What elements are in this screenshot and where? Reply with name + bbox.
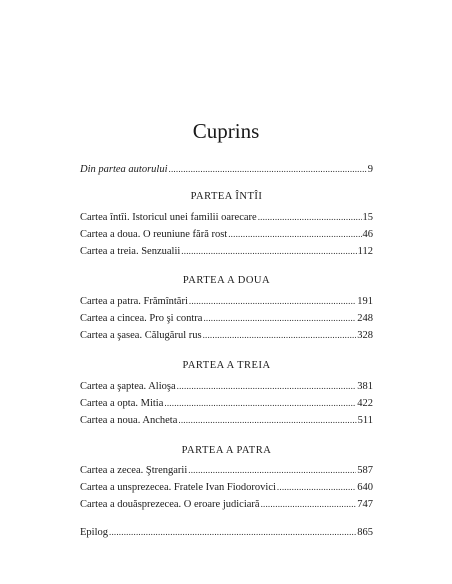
part-heading-1: PARTEA ÎNTÎI [190, 191, 263, 202]
dot-leader [178, 414, 356, 427]
toc-entry-page: 511 [357, 415, 373, 426]
toc-entry-label: Cartea a şaptea. Alioşa [80, 381, 176, 392]
toc-entry[interactable] [80, 312, 373, 325]
toc-entry-label: Cartea a douăsprezecea. O eroare judiciară [80, 499, 260, 510]
dot-leader [203, 312, 356, 325]
toc-entry-intro[interactable] [80, 163, 373, 176]
toc-entry-label: Cartea a cincea. Pro şi contra [80, 313, 203, 324]
toc-entry-label: Cartea a treia. Senzualii [80, 246, 181, 257]
toc-entry[interactable] [80, 397, 373, 410]
toc-entry-page: 747 [357, 499, 373, 510]
dot-leader [177, 380, 357, 393]
toc-entry-page: 381 [357, 381, 373, 392]
toc-entry-page: 191 [357, 296, 373, 307]
toc-entry-page: 248 [357, 313, 373, 324]
toc-entry-label: Cartea a şasea. Călugărul rus [80, 330, 202, 341]
dot-leader [189, 295, 356, 308]
toc-entry-page: 865 [357, 527, 373, 538]
toc-entry[interactable] [80, 498, 373, 511]
toc-entry-epilogue[interactable] [80, 526, 373, 539]
dot-leader [258, 211, 362, 224]
toc-entry[interactable] [80, 295, 373, 308]
toc-entry-label: Din partea autorului [80, 164, 168, 175]
toc-entry-page: 9 [367, 164, 373, 175]
dot-leader [109, 526, 356, 539]
toc-entry-label: Cartea a opta. Mitia [80, 398, 164, 409]
toc-entry-label: Cartea a zecea. Ştrengarii [80, 465, 188, 476]
toc-entry[interactable] [80, 211, 373, 224]
dot-leader [188, 464, 356, 477]
dot-leader [181, 245, 356, 258]
toc-entry-page: 640 [357, 482, 373, 493]
toc-entry-label: Cartea a doua. O reuniune fără rost [80, 229, 228, 240]
page-title: Cuprins [192, 119, 260, 143]
toc-entry-page: 112 [357, 246, 373, 257]
toc-entry[interactable] [80, 464, 373, 477]
part-heading-2: PARTEA A DOUA [182, 275, 271, 286]
dot-leader [169, 163, 367, 176]
part-heading-3: PARTEA A TREIA [182, 360, 271, 371]
toc-entry-label: Cartea întîi. Istoricul unei familii oarecare [80, 212, 257, 223]
toc-entry-page: 587 [357, 465, 373, 476]
toc-entry[interactable] [80, 228, 373, 241]
part-heading-4: PARTEA A PATRA [181, 445, 272, 456]
toc-entry-page: 422 [357, 398, 373, 409]
toc-entry-label: Epilog [80, 527, 108, 538]
dot-leader [277, 481, 356, 494]
dot-leader [164, 397, 356, 410]
dot-leader [261, 498, 357, 511]
toc-entry-label: Cartea a patra. Frămîntări [80, 296, 188, 307]
toc-entry[interactable] [80, 380, 373, 393]
toc-entry-label: Cartea a noua. Ancheta [80, 415, 178, 426]
toc-entry-label: Cartea a unsprezecea. Fratele Ivan Fiodorovici [80, 482, 276, 493]
toc-entry-page: 15 [362, 212, 373, 223]
toc-entry[interactable] [80, 481, 373, 494]
toc-entry[interactable] [80, 414, 373, 427]
dot-leader [228, 228, 361, 241]
dot-leader [203, 329, 357, 342]
toc-entry-page: 328 [357, 330, 373, 341]
toc-entry-page: 46 [362, 229, 373, 240]
toc-entry[interactable] [80, 245, 373, 258]
toc-entry[interactable] [80, 329, 373, 342]
